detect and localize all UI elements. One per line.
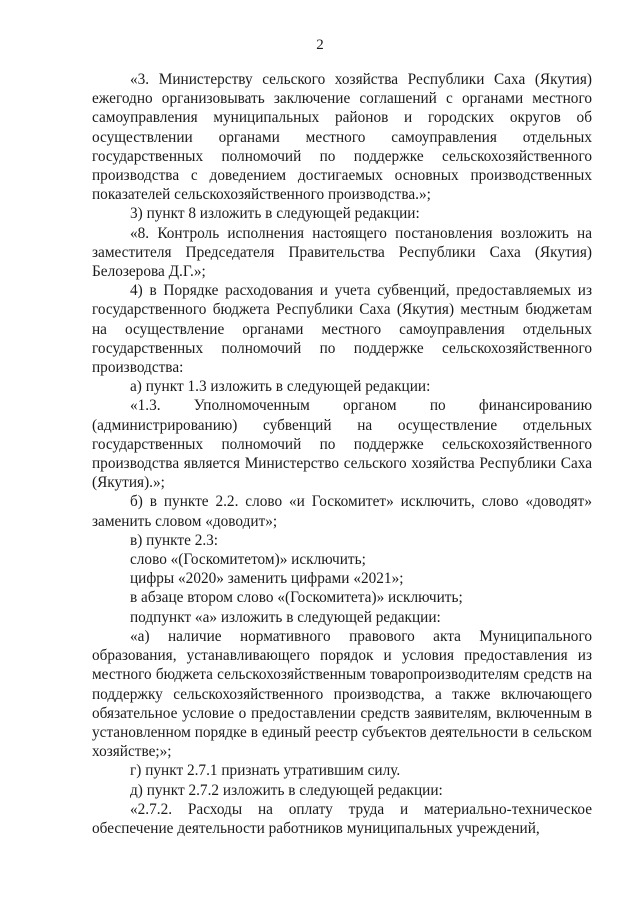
paragraph: 4) в Порядке расходования и учета субвенций, предоставляемых из государственного бюджета Республики Саха (Якутия) местным бюджетам на осуществление органами местного самоуправления отдельных государственных полномочий по поддержке сельскохозяйственного производства: — [92, 282, 592, 377]
paragraph: в) пункте 2.3: — [130, 531, 219, 549]
paragraph: 3) пункт 8 изложить в следующей редакции: — [130, 205, 420, 223]
paragraph: д) пункт 2.7.2 изложить в следующей редакции: — [130, 781, 443, 799]
paragraph: в абзаце втором слово «(Госкомитета)» исключить; — [130, 589, 463, 607]
paragraph: «а) наличие нормативного правового акта Муниципального образования, устанавливающего порядок и условия предоставления из местного бюджета сельскохозяйственным товаропроизводителям средств на поддержку сельскохозяйственного производства, а также включающего обязательное условие о предоставлении средств заявителям, включенным в установленном порядке в единый реестр субъектов деятельности в сельском хозяйстве;»; — [92, 627, 592, 761]
paragraph: цифры «2020» заменить цифрами «2021»; — [130, 570, 404, 588]
paragraph: «3. Министерству сельского хозяйства Республики Саха (Якутия) ежегодно организовывать заключение соглашений с органами местного самоуправления муниципальных районов и городских округов об осуществлении органами местного самоуправления отдельных государственных полномочий по поддержке сельскохозяйственного производства с доведением достигаемых основных производственных показателей сельскохозяйственного производства.»; — [92, 71, 592, 204]
paragraph: «8. Контроль исполнения настоящего постановления возложить на заместителя Председателя Правительства Республики Саха (Якутия) Белозерова Д.Г.»; — [92, 224, 592, 281]
document-body — [92, 70, 592, 838]
page-number: 2 — [316, 37, 324, 53]
paragraph: слово «(Госкомитетом)» исключить; — [130, 551, 366, 569]
paragraph: подпункт «а» изложить в следующей редакции: — [130, 608, 441, 626]
paragraph: «2.7.2. Расходы на оплату труда и материально-техническое обеспечение деятельности работников муниципальных учреждений, — [92, 800, 592, 837]
paragraph: а) пункт 1.3 изложить в следующей редакции: — [130, 378, 431, 396]
paragraph: г) пункт 2.7.1 признать утратившим силу. — [130, 762, 401, 780]
paragraph: «1.3. Уполномоченным органом по финансированию (администрированию) субвенций на осуществление отдельных государственных полномочий по поддержке сельскохозяйственного производства является Министерство сельского хозяйства Республики Саха (Якутия).»; — [92, 397, 592, 492]
paragraph: б) в пункте 2.2. слово «и Госкомитет» исключить, слово «доводят» заменить словом «доводит»; — [92, 493, 592, 530]
